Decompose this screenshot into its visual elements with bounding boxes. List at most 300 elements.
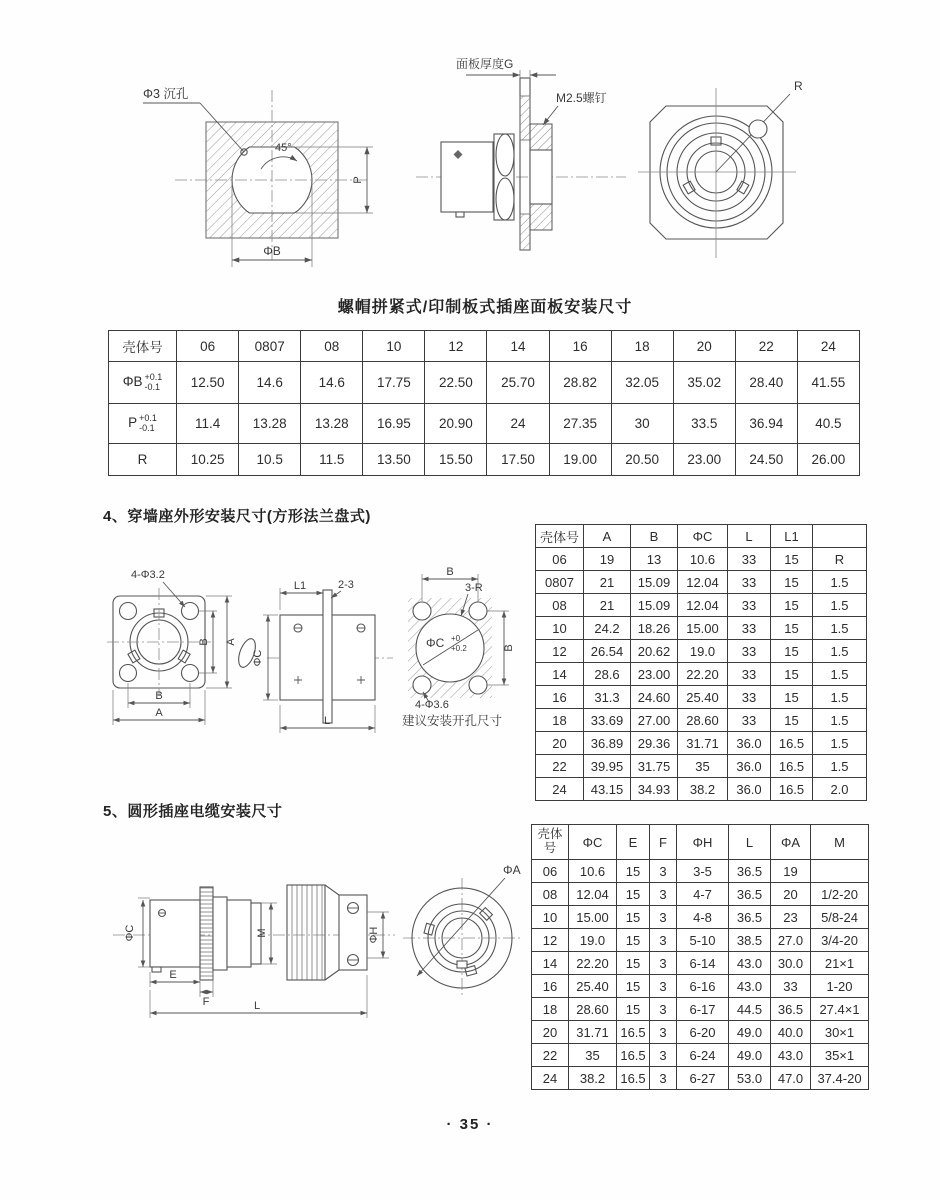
table-cell: 17.50 [487, 444, 549, 476]
table-header-cell: 12 [425, 331, 487, 362]
table-row [532, 952, 869, 975]
table-row [536, 594, 867, 617]
table-header-cell: ΦC [678, 525, 728, 548]
table-cell: 14 [536, 663, 584, 686]
table-row [536, 755, 867, 778]
table-cell: 33 [728, 663, 771, 686]
table-cell: 18 [536, 709, 584, 732]
table-cell: 1/2-20 [811, 883, 869, 906]
table-cell: 15 [771, 640, 813, 663]
table-cell: 38.2 [678, 778, 728, 801]
table-header-cell: F [650, 825, 677, 860]
section5-heading: 5、圆形插座电缆安装尺寸 [103, 803, 283, 820]
panel-mount-dimensions-table [108, 330, 860, 476]
dim-b-label: ΦB [263, 244, 281, 258]
table-row [536, 686, 867, 709]
table-header-cell: L [729, 825, 771, 860]
table-cell: 15.50 [425, 444, 487, 476]
table-cell: 40.0 [771, 1021, 811, 1044]
holes-label: 4-Φ3.2 [131, 569, 165, 581]
table-cell: 3 [650, 1044, 677, 1067]
table-row [536, 548, 867, 571]
table-cell: 43.0 [729, 975, 771, 998]
taper-line [325, 970, 339, 980]
table-cell: R [813, 548, 867, 571]
table-cell: 22 [532, 1044, 569, 1067]
table-cell: 16.5 [617, 1044, 650, 1067]
table-cell: 33 [728, 709, 771, 732]
coupling-knurl [287, 885, 325, 980]
table-header-cell: 24 [797, 331, 859, 362]
table-cell: 20 [536, 732, 584, 755]
table-header-cell: 壳体号 [109, 331, 177, 362]
table-header-cell: 16 [549, 331, 611, 362]
dim-phic-label: ΦC [124, 924, 136, 942]
table-cell: 28.82 [549, 362, 611, 404]
tolerance-upper: +0 [451, 634, 461, 643]
tolerance-stack [145, 373, 163, 392]
table-cell: 25.40 [678, 686, 728, 709]
dim-m-label: M [256, 928, 268, 938]
table-row [532, 998, 869, 1021]
tolerance-upper: +0.1 [139, 413, 157, 424]
dim-phia-label: ΦA [503, 863, 521, 877]
dim-p-label: P [352, 176, 364, 184]
table-row [536, 709, 867, 732]
table-cell: 10.5 [239, 444, 301, 476]
table-cell: 17.75 [363, 362, 425, 404]
table-cell: 20.50 [611, 444, 673, 476]
table-cell: 30.0 [771, 952, 811, 975]
section4-heading: 4、穿墙座外形安装尺寸(方形法兰盘式) [103, 508, 371, 525]
table-cell: 19.0 [678, 640, 728, 663]
flange-front-drawing [628, 72, 858, 277]
table-cell: 6-16 [677, 975, 729, 998]
tolerance-upper: +0.1 [144, 372, 163, 383]
table-cell: 3 [650, 1067, 677, 1090]
table-header-cell: ΦC [569, 825, 617, 860]
table-cell: 28.6 [584, 663, 631, 686]
table-row [532, 975, 869, 998]
body-tab [456, 212, 464, 217]
table-cell: 3 [650, 906, 677, 929]
table-cell: 10.6 [678, 548, 728, 571]
table-cell: 23.00 [673, 444, 735, 476]
table-cell: 15 [617, 860, 650, 883]
dim-f-label: F [202, 996, 210, 1008]
table-cell: 13 [631, 548, 678, 571]
row-label: R [137, 452, 148, 467]
table-row [536, 617, 867, 640]
plug-body [150, 900, 200, 967]
table-header-cell: 0807 [239, 331, 301, 362]
table-cell: 15.00 [678, 617, 728, 640]
dim-l-label: L [253, 1000, 261, 1012]
table-header-cell: B [631, 525, 678, 548]
row-label: P [128, 415, 138, 431]
table-cell: 15 [771, 548, 813, 571]
table-cell: 24.50 [735, 444, 797, 476]
table-cell: 15 [617, 952, 650, 975]
table-header-cell: 18 [611, 331, 673, 362]
table-cell: 15.09 [631, 594, 678, 617]
table-cell: 15 [617, 906, 650, 929]
dim-b-label: B [198, 638, 210, 646]
mount-hole [120, 665, 137, 682]
dim-phic-label: ΦC [252, 649, 264, 667]
table-cell: 15 [771, 617, 813, 640]
table-cell: 23.00 [631, 663, 678, 686]
table-cell: 6-24 [677, 1044, 729, 1067]
table-cell: 28.60 [569, 998, 617, 1021]
dim-b-label: B [446, 566, 454, 578]
table-cell: 43.0 [771, 1044, 811, 1067]
table-cell: 16.95 [363, 404, 425, 444]
table-cell: 0807 [536, 571, 584, 594]
table-cell: 1-20 [811, 975, 869, 998]
table-cell: 6-20 [677, 1021, 729, 1044]
table-cell: 06 [532, 860, 569, 883]
table-cell: 1.5 [813, 594, 867, 617]
table-cell: 6-27 [677, 1067, 729, 1090]
dim-l1-label: L1 [293, 580, 307, 592]
table-cell: 15 [617, 883, 650, 906]
wall-mount-dimensions-table [535, 524, 867, 801]
table-cell: 1.5 [813, 617, 867, 640]
table-cell: 19.00 [549, 444, 611, 476]
table-cell: 44.5 [729, 998, 771, 1021]
table-cell: 47.0 [771, 1067, 811, 1090]
table-cell: 1.5 [813, 709, 867, 732]
table-cell: 25.70 [487, 362, 549, 404]
table-cell: 15 [771, 594, 813, 617]
plate-label: 2-3 [338, 579, 354, 591]
table-cell: 43.0 [729, 952, 771, 975]
table-cell: 31.75 [631, 755, 678, 778]
cable-plug-drawing [105, 850, 535, 1055]
coupling [227, 900, 251, 967]
table-row [532, 883, 869, 906]
table-header-cell: 14 [487, 331, 549, 362]
table-row [532, 1021, 869, 1044]
table-cell: 40.5 [797, 404, 859, 444]
radius-label: R [794, 79, 803, 93]
table-row [109, 404, 860, 444]
leader-line [543, 106, 558, 125]
table-cell: 12.04 [678, 571, 728, 594]
table-row [532, 1044, 869, 1067]
table-cell: 6-17 [677, 998, 729, 1021]
holes2-label: 4-Φ3.6 [415, 699, 449, 711]
table-cell: 08 [532, 883, 569, 906]
table-cell: 08 [536, 594, 584, 617]
table-cell: 38.5 [729, 929, 771, 952]
table-cell: 36.0 [728, 778, 771, 801]
table-cell: 36.89 [584, 732, 631, 755]
table-cell: 33 [728, 640, 771, 663]
table-cell: 33.5 [673, 404, 735, 444]
table-cell: 24.2 [584, 617, 631, 640]
table-cell: 16.5 [617, 1067, 650, 1090]
table-cell: 22.50 [425, 362, 487, 404]
table-cell: 2.0 [813, 778, 867, 801]
table-header-cell: 06 [177, 331, 239, 362]
table-row [536, 663, 867, 686]
table-cell: 30×1 [811, 1021, 869, 1044]
nut-section [530, 124, 552, 150]
table-cell: 26.54 [584, 640, 631, 663]
table-header-cell: 22 [735, 331, 797, 362]
panel-thickness-label: 面板厚度G [456, 57, 514, 71]
table-cell: 06 [536, 548, 584, 571]
table-header-row [536, 525, 867, 548]
table-cell: 31.3 [584, 686, 631, 709]
table-row [536, 571, 867, 594]
panel-cutout-drawing [115, 55, 405, 290]
table-cell: 11.4 [177, 404, 239, 444]
table-cell: 33 [728, 548, 771, 571]
table-header-cell: L1 [771, 525, 813, 548]
cable-mount-dimensions-table [531, 824, 869, 1090]
table-cell: 16.5 [617, 1021, 650, 1044]
table-header-cell: 10 [363, 331, 425, 362]
table-cell: 31.71 [678, 732, 728, 755]
table-cell: 53.0 [729, 1067, 771, 1090]
table-cell: 35.02 [673, 362, 735, 404]
table-cell: 3 [650, 860, 677, 883]
table-cell: 15 [617, 998, 650, 1021]
table-cell: 27.35 [549, 404, 611, 444]
table-header-cell: E [617, 825, 650, 860]
table-cell: 14 [532, 952, 569, 975]
screw-label: M2.5螺钉 [556, 91, 607, 105]
table-cell: 3 [650, 952, 677, 975]
plug-shell [339, 895, 367, 970]
table-cell: 41.55 [797, 362, 859, 404]
table-cell: 37.4-20 [811, 1067, 869, 1090]
table-cell: 15.09 [631, 571, 678, 594]
table-header-cell: 壳体号 [532, 825, 569, 860]
shell-section [530, 150, 552, 204]
panel-mount-side-drawing [408, 50, 638, 285]
tolerance-stack [139, 414, 157, 433]
body-tab [152, 967, 161, 972]
table-cell: 10 [532, 906, 569, 929]
taper-line [325, 885, 339, 895]
table-cell: 15 [771, 571, 813, 594]
table-cell: 25.40 [569, 975, 617, 998]
table-cell: 31.71 [569, 1021, 617, 1044]
table-cell: 19 [771, 860, 811, 883]
row-label-cell [109, 444, 177, 476]
clamp-knurl [200, 887, 213, 980]
clamp-lobe [496, 134, 514, 176]
mount-hole [749, 120, 767, 138]
table-cell: 36.0 [728, 732, 771, 755]
table-cell: 34.93 [631, 778, 678, 801]
table-row [532, 906, 869, 929]
tolerance-lower: -0.1 [139, 422, 155, 433]
table-cell: 14.6 [239, 362, 301, 404]
table-cell: 1.5 [813, 686, 867, 709]
table-header-cell: 20 [673, 331, 735, 362]
table-cell: 10 [536, 617, 584, 640]
angle-label: 45° [275, 142, 292, 154]
table-cell: 20.90 [425, 404, 487, 444]
row-label-cell [109, 404, 177, 444]
table-cell: 16.5 [771, 778, 813, 801]
nut-section [530, 204, 552, 230]
table-cell: 12 [532, 929, 569, 952]
opening-hole [413, 602, 431, 620]
table-header-cell: L [728, 525, 771, 548]
table-row [532, 929, 869, 952]
table-row [109, 444, 860, 476]
table-cell: 49.0 [729, 1021, 771, 1044]
table-cell: 29.36 [631, 732, 678, 755]
table-cell: 24.60 [631, 686, 678, 709]
table-cell: 1.5 [813, 755, 867, 778]
table-cell: 21 [584, 594, 631, 617]
table-cell: 21×1 [811, 952, 869, 975]
radius-label: 3-R [465, 582, 483, 594]
table-row [536, 778, 867, 801]
clamp-lobe [496, 178, 514, 220]
connector-body [441, 142, 493, 212]
table-cell: 14.6 [301, 362, 363, 404]
table-cell: 28.40 [735, 362, 797, 404]
table-cell: 27.4×1 [811, 998, 869, 1021]
table-header-cell: ΦH [677, 825, 729, 860]
table-cell: 18 [532, 998, 569, 1021]
table-cell: 28.60 [678, 709, 728, 732]
row-label-cell [109, 362, 177, 404]
table-cell: 26.00 [797, 444, 859, 476]
key-slot [457, 961, 467, 968]
table-cell: 3-5 [677, 860, 729, 883]
table-cell: 11.5 [301, 444, 363, 476]
table-row [532, 860, 869, 883]
table-cell: 20 [532, 1021, 569, 1044]
table-cell: 15 [617, 929, 650, 952]
table-header-cell: A [584, 525, 631, 548]
table-cell: 35 [569, 1044, 617, 1067]
table-cell: 13.28 [301, 404, 363, 444]
table-cell: 15.00 [569, 906, 617, 929]
table-cell: 33 [728, 571, 771, 594]
table-cell: 38.2 [569, 1067, 617, 1090]
table-cell: 12.04 [569, 883, 617, 906]
table-cell: 49.0 [729, 1044, 771, 1067]
table-cell: 10.6 [569, 860, 617, 883]
table-cell: 27.00 [631, 709, 678, 732]
table-cell: 12.50 [177, 362, 239, 404]
table-header-cell [813, 525, 867, 548]
opening-hole [413, 676, 431, 694]
table-cell: 3 [650, 929, 677, 952]
table-cell [811, 860, 869, 883]
dim-phih-label: ΦH [368, 926, 380, 944]
table1-title: 螺帽拼紧式/印制板式插座面板安装尺寸 [337, 299, 633, 316]
table-row [536, 732, 867, 755]
mount-hole [182, 603, 199, 620]
table-cell: 21 [584, 571, 631, 594]
table-cell: 19 [584, 548, 631, 571]
opening-hole [469, 602, 487, 620]
table-cell: 15 [617, 975, 650, 998]
table-cell: 22.20 [569, 952, 617, 975]
table-cell: 23 [771, 906, 811, 929]
table-cell: 6-14 [677, 952, 729, 975]
table-cell: 15 [771, 663, 813, 686]
table-cell: 30 [611, 404, 673, 444]
table-cell: 33 [771, 975, 811, 998]
table-cell: 18.26 [631, 617, 678, 640]
leader-line [163, 582, 185, 607]
table-header-row [532, 825, 869, 860]
table-cell: 22.20 [678, 663, 728, 686]
page-number: · 35 · [446, 1116, 494, 1133]
table-cell: 33 [728, 594, 771, 617]
table-cell: 10.25 [177, 444, 239, 476]
table-row [536, 640, 867, 663]
table-cell: 1.5 [813, 663, 867, 686]
table-row [109, 362, 860, 404]
opening-hole [469, 676, 487, 694]
table-cell: 36.94 [735, 404, 797, 444]
table-cell: 27.0 [771, 929, 811, 952]
table-cell: 4-8 [677, 906, 729, 929]
table-cell: 12.04 [678, 594, 728, 617]
table-cell: 3 [650, 883, 677, 906]
dim-a-label: A [155, 707, 163, 719]
table-header-row [109, 331, 860, 362]
table-cell: 12 [536, 640, 584, 663]
opening-note: 建议安装开孔尺寸 [401, 714, 503, 728]
table-cell: 3 [650, 975, 677, 998]
table-cell: 16.5 [771, 755, 813, 778]
table-header-cell: ΦA [771, 825, 811, 860]
table-cell: 36.5 [729, 906, 771, 929]
table-cell: 1.5 [813, 571, 867, 594]
table-cell: 22 [536, 755, 584, 778]
dim-l-label: L [323, 715, 331, 727]
flange-plate [323, 590, 332, 723]
dim-b-label: B [155, 690, 163, 702]
table-header-cell: 壳体号 [536, 525, 584, 548]
table-cell: 5-10 [677, 929, 729, 952]
table-row [532, 1067, 869, 1090]
collar [213, 897, 227, 970]
table-cell: 4-7 [677, 883, 729, 906]
table-cell: 24 [536, 778, 584, 801]
table-cell: 16.5 [771, 732, 813, 755]
table-header-cell: M [811, 825, 869, 860]
table-cell: 16 [536, 686, 584, 709]
table-cell: 19.0 [569, 929, 617, 952]
table-cell: 39.95 [584, 755, 631, 778]
table-cell: 33 [728, 617, 771, 640]
table-cell: 36.5 [771, 998, 811, 1021]
table-cell: 35 [678, 755, 728, 778]
wall-mount-drawing [95, 558, 535, 758]
mount-hole [120, 603, 137, 620]
counterbore-label: Φ3 沉孔 [143, 87, 189, 101]
table-header-cell: 08 [301, 331, 363, 362]
table-cell: 15 [771, 686, 813, 709]
table-cell: 20.62 [631, 640, 678, 663]
table-cell: 20 [771, 883, 811, 906]
